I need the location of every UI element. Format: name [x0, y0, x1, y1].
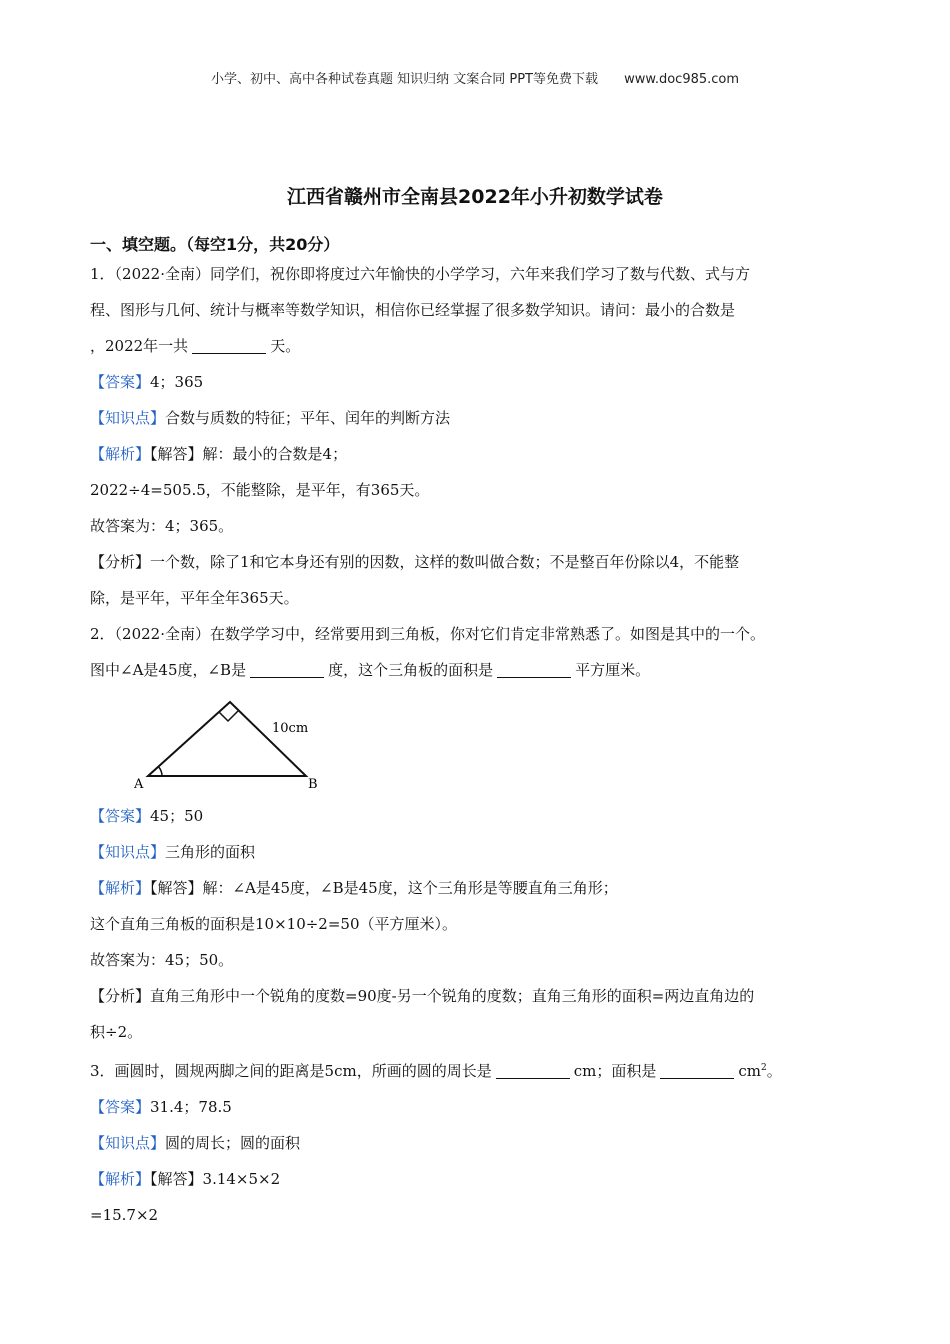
- q3-blank-2[interactable]: [660, 1062, 734, 1079]
- q1-solve3: 故答案为：4；365。: [90, 517, 234, 535]
- q1-knowledge-value: 合数与质数的特征；平年、闰年的判断方法: [165, 409, 451, 427]
- q1-fenxi1-text: 一个数，除了1和它本身还有别的因数，这样的数叫做合数；不是整百年份除以4，不能整: [150, 553, 740, 571]
- answer-tag: 【答案】: [90, 807, 151, 825]
- q3-answer-value: 31.4；78.5: [150, 1098, 232, 1116]
- fenxi-tag: 【分析】: [90, 987, 151, 1005]
- q1-fenxi1: [90, 544, 865, 580]
- q3-line1: [90, 1050, 865, 1089]
- q1-solve1: [90, 436, 865, 472]
- knowledge-tag: 【知识点】: [90, 1134, 166, 1152]
- page-title: 江西省赣州市全南县2022年小升初数学试卷: [287, 186, 663, 208]
- right-angle-mark: [219, 711, 238, 721]
- knowledge-tag: 【知识点】: [90, 843, 166, 861]
- q3-solve2: =15.7×2: [90, 1206, 159, 1224]
- solve-tag: 【解答】: [150, 1170, 203, 1188]
- q1-line2: 程、图形与几何、统计与概率等数学知识，相信你已经掌握了很多数学知识。请问：最小的合数是: [90, 301, 736, 319]
- q1-line1: 1．（2022·全南）同学们，祝你即将度过六年愉快的小学学习，六年来我们学习了数与代数、式与方: [90, 265, 750, 283]
- fenxi-tag: 【分析】: [90, 553, 151, 571]
- q3-solve1: [90, 1161, 865, 1197]
- answer-tag: 【答案】: [90, 1098, 151, 1116]
- solve-tag: 【解答】: [150, 879, 203, 897]
- q3-solve1-text: 3.14×5×2: [202, 1170, 281, 1188]
- vertex-a-label: A: [134, 777, 144, 792]
- page-header: [0, 68, 950, 87]
- header-text: 小学、初中、高中各种试卷真题 知识归纳 文案合同 PPT等免费下载: [210, 72, 598, 87]
- q1-knowledge: [90, 400, 865, 436]
- q3-line1-b: cm；面积是: [573, 1062, 657, 1080]
- q2-knowledge-value: 三角形的面积: [165, 843, 256, 861]
- q2-blank-1[interactable]: [250, 661, 324, 678]
- triangle-shape: [148, 702, 309, 776]
- q1-fenxi2: 除，是平年，平年全年365天。: [90, 589, 299, 607]
- analysis-tag: 【解析】: [90, 445, 151, 463]
- q2-line1: 2．（2022·全南）在数学学习中，经常要用到三角板，你对它们肯定非常熟悉了。如图是其中的一个。: [90, 625, 765, 643]
- solve-tag: 【解答】: [150, 445, 203, 463]
- q2-line2: [90, 652, 865, 688]
- q2-solve3: 故答案为：45；50。: [90, 951, 234, 969]
- q2-solve1-text: 解：∠A是45度，∠B是45度，这个三角形是等腰直角三角形；: [202, 879, 618, 897]
- q2-blank-2[interactable]: [497, 661, 571, 678]
- q3-knowledge-value: 圆的周长；圆的面积: [165, 1134, 301, 1152]
- q3-line1-a: 3．画圆时，圆规两脚之间的距离是5cm，所画的圆的周长是: [90, 1062, 492, 1080]
- triangle-figure: [108, 694, 865, 794]
- q3-knowledge: [90, 1125, 865, 1161]
- q1-answer: [90, 364, 865, 400]
- side-length-label: 10cm: [272, 721, 309, 736]
- q2-answer: [90, 798, 865, 834]
- q1-line3: [90, 328, 865, 364]
- section-heading: 一、填空题。（每空1分，共20分）: [90, 235, 340, 254]
- q1-line3-pre: ，2022年一共: [90, 337, 189, 355]
- q3-line1-c: cm: [738, 1062, 761, 1080]
- q2-fenxi1: [90, 978, 865, 1014]
- q2-fenxi2: 积÷2。: [90, 1023, 143, 1041]
- q2-answer-value: 45；50: [150, 807, 204, 825]
- header-site-link[interactable]: www.doc985.com: [624, 72, 740, 87]
- q2-line2-a: 图中∠A是45度，∠B是: [90, 661, 247, 679]
- q2-line2-c: 平方厘米。: [575, 661, 651, 679]
- q3-line1-d: 。: [766, 1062, 782, 1080]
- q2-knowledge: [90, 834, 865, 870]
- analysis-tag: 【解析】: [90, 1170, 151, 1188]
- q1-blank[interactable]: [192, 337, 266, 354]
- vertex-b-label: B: [308, 777, 318, 792]
- q3-blank-1[interactable]: [496, 1062, 570, 1079]
- q1-solve1-text: 解：最小的合数是4；: [202, 445, 348, 463]
- q3-line1-sup: 2: [760, 1063, 767, 1073]
- q2-solve1: [90, 870, 865, 906]
- analysis-tag: 【解析】: [90, 879, 151, 897]
- q1-answer-value: 4；365: [150, 373, 204, 391]
- knowledge-tag: 【知识点】: [90, 409, 166, 427]
- angle-a-arc: [158, 767, 162, 776]
- answer-tag: 【答案】: [90, 373, 151, 391]
- q2-line2-b: 度，这个三角板的面积是: [328, 661, 494, 679]
- q1-solve2: 2022÷4=505.5，不能整除，是平年，有365天。: [90, 481, 430, 499]
- q2-fenxi1-text: 直角三角形中一个锐角的度数=90度-另一个锐角的度数；直角三角形的面积=两边直角边的: [150, 987, 755, 1005]
- triangle-svg: [108, 694, 318, 794]
- q2-solve2: 这个直角三角板的面积是10×10÷2=50（平方厘米）。: [90, 915, 458, 933]
- exam-content: [90, 256, 865, 1233]
- q3-answer: [90, 1089, 865, 1125]
- q1-line3-post: 天。: [270, 337, 301, 355]
